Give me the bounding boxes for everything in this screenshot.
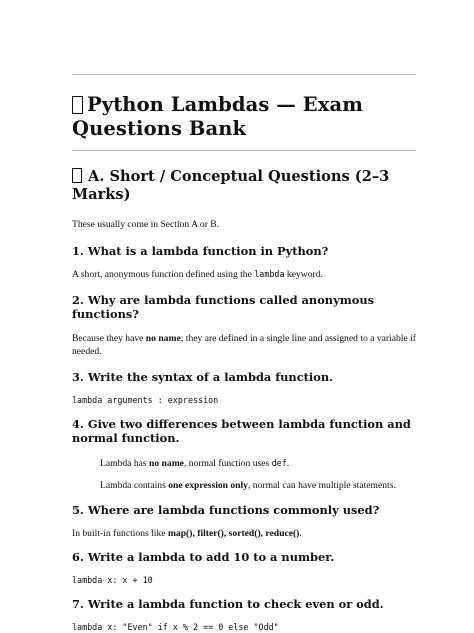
question-4-item-1: Lambda has no name, normal function uses def. [100,458,290,469]
question-4-item-2: Lambda contains one expression only, normal can have multiple statements. [100,480,396,491]
question-1-answer: A short, anonymous function defined using the lambda keyword. [72,269,323,280]
page-title-text: Python Lambdas — Exam Questions Bank [72,93,363,140]
missing-glyph-icon [72,168,82,183]
question-4-heading: 4. Give two differences between lambda function and normal function. [72,417,411,445]
question-5-answer: In built-in functions like map(), filter(), sorted(), reduce(). [72,528,302,539]
question-1-heading: 1. What is a lambda function in Python? [72,244,329,258]
title-divider [72,150,416,151]
top-divider [72,74,416,75]
question-5-heading: 5. Where are lambda functions commonly used? [72,503,380,517]
question-3-code: lambda arguments : expression [72,395,219,405]
inline-code: def [271,458,287,468]
question-7-heading: 7. Write a lambda function to check even or odd. [72,597,384,611]
section-intro: These usually come in Section A or B. [72,219,220,230]
section-heading-text: A. Short / Conceptual Questions (2–3 Marks) [72,168,390,203]
missing-glyph-icon [72,96,83,114]
question-2-answer: Because they have no name; they are defined in a single line and assigned to a variable if needed. [72,333,416,357]
document-page [72,0,416,633]
page-title [72,93,416,141]
question-2-heading: 2. Why are lambda functions called anonymous functions? [72,293,375,321]
inline-code: lambda [254,269,285,279]
question-6-code: lambda x: x + 10 [72,575,153,585]
question-3-heading: 3. Write the syntax of a lambda function. [72,370,334,384]
section-heading [72,168,416,204]
question-6-heading: 6. Write a lambda to add 10 to a number. [72,550,335,564]
question-7-code: lambda x: "Even" if x % 2 == 0 else "Odd" [72,622,279,632]
